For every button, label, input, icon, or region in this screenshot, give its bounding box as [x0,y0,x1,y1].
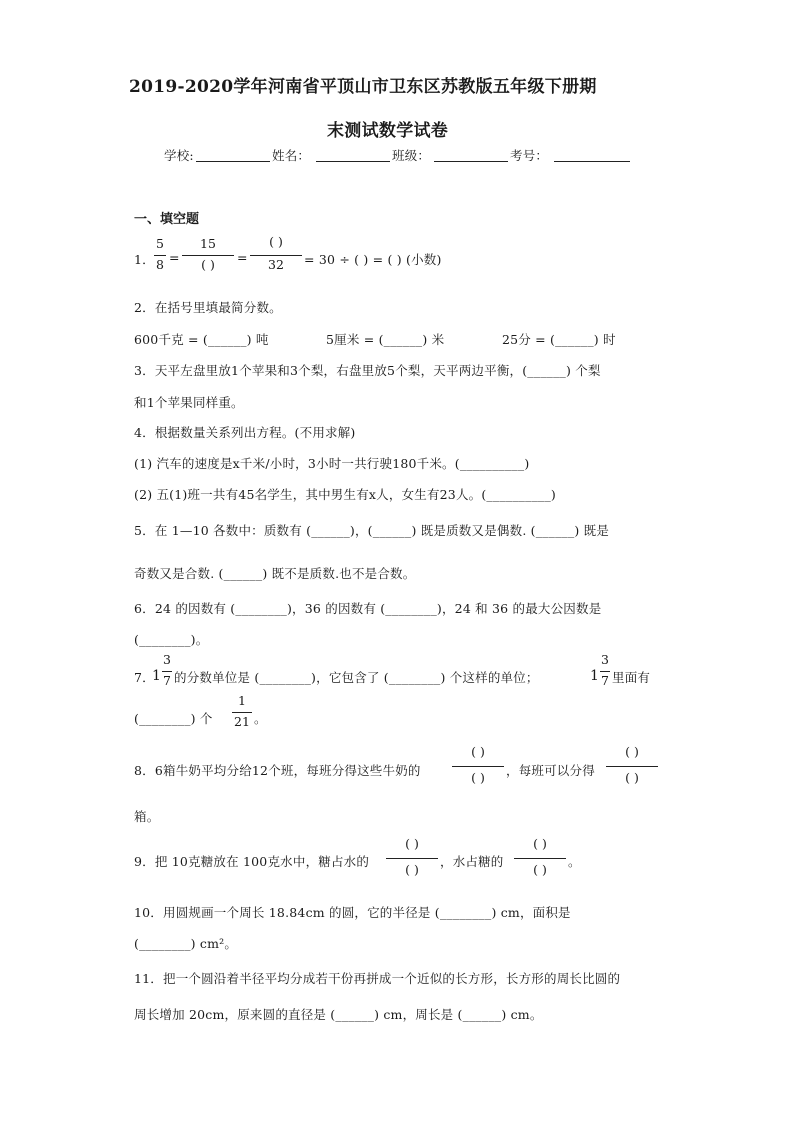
q1-number: 1． [134,252,155,267]
q7-fd3: 21 [234,714,250,729]
q1-f2-num: 15 [200,236,216,251]
q6-line-2[interactable]: (________)。 [134,632,209,647]
q9-f2-num[interactable]: ( ) [533,836,547,851]
q3-line-2: 和1个苹果同样重。 [134,395,244,410]
q7-fn1: 3 [163,652,171,667]
q8-middle: ，每班可以分得 [506,763,595,778]
number-label: 考号： [510,148,549,163]
q1-f1-den: 8 [156,257,164,272]
q8-line-1: 8．6箱牛奶平均分给12个班，每班分得这些牛奶的 [134,763,421,778]
q2-part-b[interactable]: 5厘米 = (______) 米 [326,332,445,347]
q7-fn3: 1 [238,693,246,708]
school-label: 学校: [164,148,194,163]
q9-line-1: 9．把 10克糖放在 100克水中，糖占水的 [134,854,370,869]
q4-part-2[interactable]: (2) 五(1)班一共有45名学生，其中男生有x人，女生有23人。(__________) [134,487,557,502]
q9-fraction-1[interactable] [386,838,438,880]
q4-part-1[interactable]: (1) 汽车的速度是x千米/小时，3小时一共行驶180千米。(__________) [134,456,530,471]
name-field[interactable] [316,161,390,162]
q9-f2-den[interactable]: ( ) [533,862,547,877]
q8-f2-num[interactable]: ( ) [625,744,639,759]
q9-middle: ，水占糖的 [440,854,504,869]
q2-part-a[interactable]: 600千克 = (______) 吨 [134,332,269,347]
q8-fraction-2[interactable] [606,746,658,788]
class-label: 班级： [392,148,431,163]
q8-fraction-1[interactable] [452,746,504,788]
class-field[interactable] [434,161,508,162]
q7-fn2: 3 [601,652,609,667]
q8-f1-num[interactable]: ( ) [471,744,485,759]
q7-number: 7． [134,670,155,685]
q11-line-1: 11．把一个圆沿着半径平均分成若干份再拼成一个近似的长方形，长方形的周长比圆的 [134,971,621,986]
q1-f3-num[interactable]: ( ) [269,234,283,249]
q7-fd2: 7 [601,673,609,688]
q9-f1-den[interactable]: ( ) [405,862,419,877]
q2-part-c[interactable]: 25分 = (______) 时 [502,332,616,347]
name-label: 姓名： [272,148,311,163]
q6-line-1[interactable]: 6．24 的因数有 (________)，36 的因数有 (________)，24 和 36 的最大公因数是 [134,601,602,616]
q7-whole-2: 1 [590,668,600,684]
title-line-1: 2019-2020学年河南省平顶山市卫东区苏教版五年级下册期 [129,77,597,97]
q8-line-2: 箱。 [134,809,160,824]
q7-line-2b: 。 [254,711,267,726]
q7-middle[interactable]: 的分数单位是 (________)，它包含了 (________) 个这样的单位； [174,670,539,685]
q4-text: 4．根据数量关系列出方程。(不用求解) [134,425,356,440]
q10-line-2[interactable]: (________) cm²。 [134,936,238,951]
q3-line-1[interactable]: 3．天平左盘里放1个苹果和3个梨，右盘里放5个梨，天平两边平衡，(______) 个梨 [134,363,601,378]
q1-eq-2: = [237,250,248,265]
q5-line-1[interactable]: 5．在 1—10 各数中：质数有 (______)，(______) 既是质数又是偶数. (______) 既是 [134,523,610,538]
q1-fraction-2 [182,238,234,274]
q7-fraction-1 [162,654,172,690]
q11-line-2[interactable]: 周长增加 20cm，原来圆的直径是 (______) cm，周长是 (______) cm。 [134,1007,543,1022]
q7-line-2a[interactable]: (________) 个 [134,711,213,726]
q1-fraction-3 [250,236,302,274]
q7-end: 里面有 [612,670,651,685]
q8-f1-den[interactable]: ( ) [471,770,485,785]
number-field[interactable] [554,161,630,162]
q8-f2-den[interactable]: ( ) [625,770,639,785]
q7-fd1: 7 [163,673,171,688]
q10-line-1[interactable]: 10．用圆规画一个周长 18.84cm 的圆，它的半径是 (________) cm，面积是 [134,905,571,920]
school-field[interactable] [196,161,270,162]
q1-f3-den: 32 [268,257,284,272]
q7-fraction-2 [600,654,610,690]
q1-f1-num: 5 [156,236,164,251]
q1-f2-den[interactable]: ( ) [201,257,215,272]
q1-eq-1: = [169,250,180,265]
q1-fraction-1 [154,238,166,274]
q9-end: 。 [568,854,581,869]
q1-rest: = 30 ÷ ( ) = ( ) (小数) [304,252,442,267]
q7-fraction-3 [232,695,252,731]
q2-text: 2．在括号里填最简分数。 [134,300,282,315]
q9-fraction-2[interactable] [514,838,566,880]
q5-line-2[interactable]: 奇数又是合数. (______) 既不是质数.也不是合数。 [134,566,416,581]
title-line-2: 末测试数学试卷 [327,121,449,141]
section-fill-blank: 一、填空题 [134,212,200,227]
q7-whole-1: 1 [152,668,162,684]
q9-f1-num[interactable]: ( ) [405,836,419,851]
